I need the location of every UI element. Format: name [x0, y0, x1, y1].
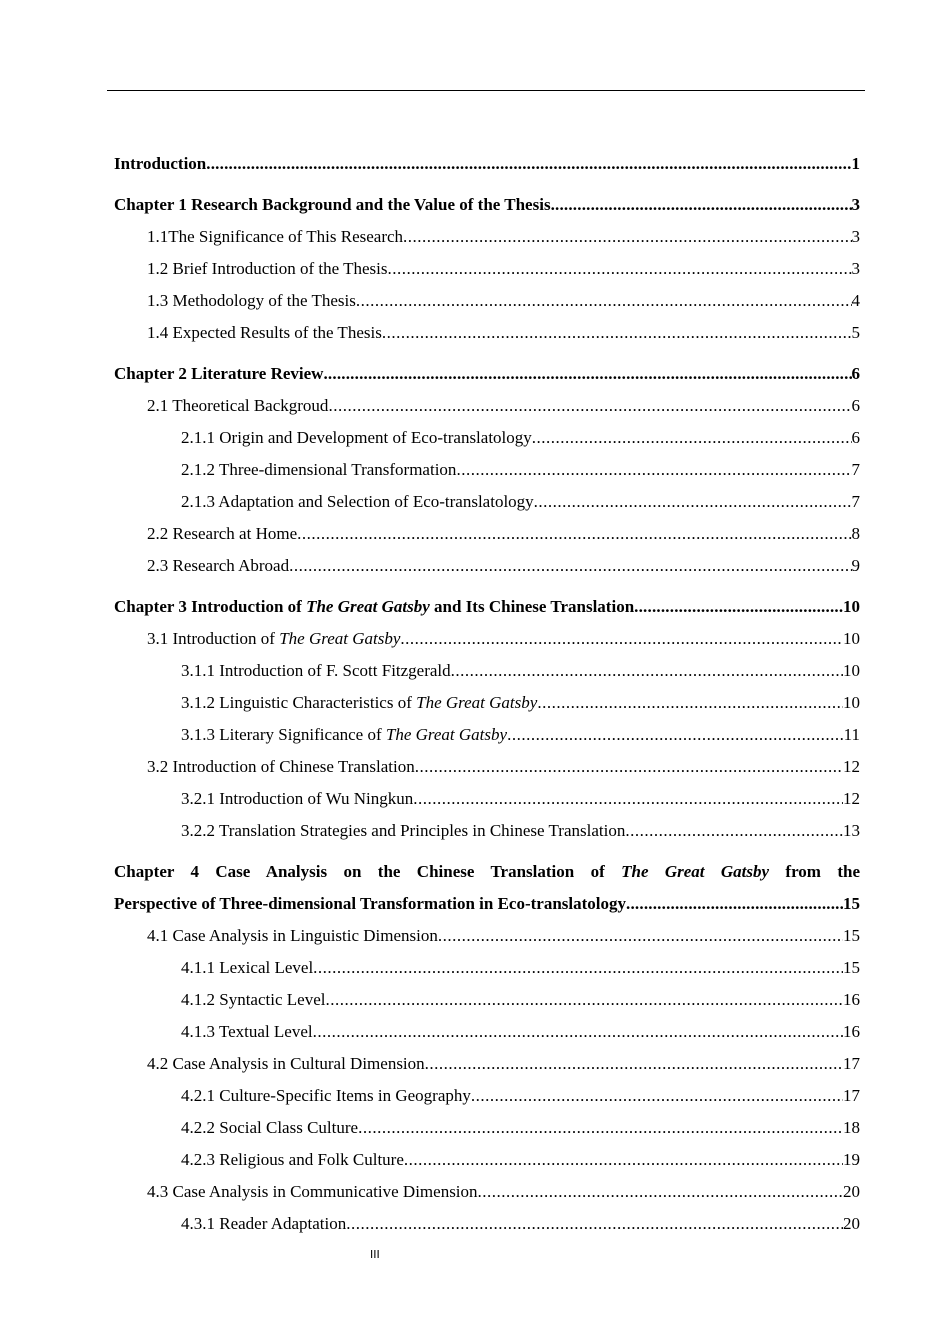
toc-dot-leader: [413, 783, 843, 815]
toc-dot-leader: [537, 687, 843, 719]
toc-page-number: 12: [843, 789, 860, 808]
toc-page-number: 20: [843, 1182, 860, 1201]
toc-entry[interactable]: [114, 1176, 860, 1208]
toc-dot-leader: [438, 920, 843, 952]
toc-title-part: 3.1.3 Literary Significance of: [181, 725, 386, 744]
toc-page-number: 6: [851, 428, 860, 447]
toc-entry[interactable]: [114, 623, 860, 655]
toc-entry-title: 4.2.1 Culture-Specific Items in Geography: [181, 1086, 471, 1105]
toc-page-number: 11: [843, 725, 860, 744]
toc-entry[interactable]: [114, 920, 860, 952]
toc-entry-title: 1.1The Significance of This Research: [147, 227, 404, 246]
toc-entry[interactable]: [114, 591, 860, 623]
toc-page-number: 17: [843, 1054, 860, 1073]
toc-entry-title: 4.2.2 Social Class Culture: [181, 1118, 359, 1137]
toc-dot-leader: [625, 815, 843, 847]
toc-entry-title: 4.3.1 Reader Adaptation: [181, 1214, 347, 1233]
toc-entry[interactable]: [114, 888, 860, 920]
toc-page-number: 3: [851, 195, 860, 214]
toc-dot-leader: [551, 189, 852, 221]
toc-entry[interactable]: [114, 1080, 860, 1112]
toc-page-number: 15: [843, 894, 860, 913]
toc-title-italic: The Great Gatsby: [279, 629, 401, 648]
toc-entry[interactable]: [114, 815, 860, 847]
toc-entry-title: Chapter 2 Literature Review: [114, 364, 324, 383]
toc-entry[interactable]: [114, 148, 860, 180]
toc-dot-leader: [387, 253, 851, 285]
toc-entry[interactable]: [114, 719, 860, 751]
toc-entry[interactable]: [114, 390, 860, 422]
toc-entry[interactable]: [114, 422, 860, 454]
toc-page-number: 10: [843, 693, 860, 712]
toc-entry-title: 4.1.3 Textual Level: [181, 1022, 313, 1041]
toc-page-number: 3: [851, 259, 860, 278]
toc-entry[interactable]: [114, 285, 860, 317]
toc-entry[interactable]: [114, 655, 860, 687]
toc-dot-leader: [478, 1176, 843, 1208]
toc-dot-leader: [358, 1112, 843, 1144]
toc-dot-leader: [328, 390, 851, 422]
toc-page-number: 16: [843, 990, 860, 1009]
toc-entry-title: 2.2 Research at Home: [147, 524, 298, 543]
toc-page-number: 5: [851, 323, 860, 342]
toc-dot-leader: [289, 550, 851, 582]
toc-page-number: 19: [843, 1150, 860, 1169]
toc-dot-leader: [356, 285, 852, 317]
toc-page-number: 7: [851, 460, 860, 479]
toc-title-part: and Its Chinese Translation: [429, 597, 635, 616]
toc-title-italic: The Great Gatsby: [306, 597, 430, 616]
toc-entry[interactable]: [114, 751, 860, 783]
toc-entry-line[interactable]: [114, 856, 860, 888]
toc-title-part: Chapter 3 Introduction of: [114, 597, 307, 616]
toc-dot-leader: [382, 317, 852, 349]
toc-dot-leader: [507, 719, 844, 751]
toc-entry-title: Perspective of Three-dimensional Transformation in Eco-translatology: [114, 894, 627, 913]
toc-entry-title: 4.2.3 Religious and Folk Culture: [181, 1150, 404, 1169]
toc-entry-title: 4.1 Case Analysis in Linguistic Dimension: [147, 926, 438, 945]
page-number: III: [370, 1248, 380, 1261]
toc-page-number: 12: [843, 757, 860, 776]
toc-dot-leader: [325, 984, 843, 1016]
toc-title-part: 3.1.2 Linguistic Characteristics of: [181, 693, 417, 712]
toc-dot-leader: [323, 358, 851, 390]
toc-page-number: 17: [843, 1086, 860, 1105]
toc-page-number: 6: [851, 396, 860, 415]
toc-entry-title: [114, 591, 634, 623]
toc-entry-title: [114, 862, 860, 881]
toc-entry-title: [147, 623, 400, 655]
toc-entry-title: 2.1.3 Adaptation and Selection of Eco-translatology: [181, 492, 534, 511]
toc-entry[interactable]: [114, 317, 860, 349]
toc-entry[interactable]: [114, 486, 860, 518]
toc-entry-title: 2.3 Research Abroad: [147, 556, 290, 575]
toc-dot-leader: [400, 623, 843, 655]
toc-entry[interactable]: [114, 518, 860, 550]
toc-title-part: from the: [769, 862, 860, 881]
toc-dot-leader: [425, 1048, 843, 1080]
toc-entry[interactable]: [114, 1144, 860, 1176]
toc-dot-leader: [404, 1144, 843, 1176]
toc-page-number: 10: [843, 661, 860, 680]
toc-dot-leader: [313, 1016, 843, 1048]
toc-entry-title: 3.2.2 Translation Strategies and Principles in Chinese Translation: [181, 821, 626, 840]
toc-entry[interactable]: [114, 358, 860, 390]
toc-entry[interactable]: [114, 1048, 860, 1080]
toc-entry[interactable]: [114, 221, 860, 253]
toc-entry-title: [181, 719, 507, 751]
toc-entry-title: 3.2 Introduction of Chinese Translation: [147, 757, 415, 776]
toc-entry[interactable]: [114, 984, 860, 1016]
toc-entry-title: 4.3 Case Analysis in Communicative Dimension: [147, 1182, 478, 1201]
toc-dot-leader: [532, 422, 852, 454]
toc-entry-title: 4.1.2 Syntactic Level: [181, 990, 326, 1009]
toc-dot-leader: [456, 454, 851, 486]
toc-entry-title: [181, 687, 537, 719]
toc-entry-title: 3.2.1 Introduction of Wu Ningkun: [181, 789, 414, 808]
header-rule: [107, 90, 865, 91]
toc-entry-title: 4.2 Case Analysis in Cultural Dimension: [147, 1054, 425, 1073]
toc-dot-leader: [634, 591, 843, 623]
toc-entry[interactable]: [114, 454, 860, 486]
toc-dot-leader: [346, 1208, 843, 1240]
toc-entry[interactable]: [114, 952, 860, 984]
toc-entry-title: 1.2 Brief Introduction of the Thesis: [147, 259, 388, 278]
toc-entry-title: Chapter 1 Research Background and the Value of the Thesis: [114, 195, 551, 214]
toc-page-number: 6: [851, 364, 860, 383]
toc-dot-leader: [297, 518, 851, 550]
toc-entry-title: 1.3 Methodology of the Thesis: [147, 291, 356, 310]
toc-page-number: 7: [851, 492, 860, 511]
toc-page-number: 9: [851, 556, 860, 575]
toc-dot-leader: [471, 1080, 843, 1112]
toc-title-part: Chapter 4 Case Analysis on the Chinese Translation of: [114, 862, 622, 881]
toc-page-number: 15: [843, 958, 860, 977]
toc-page-number: 10: [843, 629, 860, 648]
toc-entry[interactable]: [114, 1112, 860, 1144]
toc-dot-leader: [534, 486, 852, 518]
toc-page-number: 20: [843, 1214, 860, 1233]
toc-entry-title: 2.1.2 Three-dimensional Transformation: [181, 460, 457, 479]
toc-page-number: 13: [843, 821, 860, 840]
toc-page-number: 16: [843, 1022, 860, 1041]
toc-entry-title: 2.1.1 Origin and Development of Eco-translatology: [181, 428, 532, 447]
toc-dot-leader: [415, 751, 843, 783]
toc-entry-title: 4.1.1 Lexical Level: [181, 958, 314, 977]
toc-page-number: 3: [851, 227, 860, 246]
toc-entry-title: Introduction: [114, 154, 207, 173]
toc-title-part: 3.1 Introduction of: [147, 629, 280, 648]
toc-page-number: 4: [851, 291, 860, 310]
toc-page-number: 18: [843, 1118, 860, 1137]
toc-dot-leader: [626, 888, 843, 920]
toc-dot-leader: [313, 952, 843, 984]
toc-title-italic: The Great Gatsby: [416, 693, 538, 712]
toc-entry-title: 3.1.1 Introduction of F. Scott Fitzgerald: [181, 661, 451, 680]
toc-page-number: 10: [843, 597, 860, 616]
toc-title-italic: The Great Gatsby: [621, 862, 770, 881]
toc-entry[interactable]: [114, 1208, 860, 1240]
toc-entry-title: 2.1 Theoretical Backgroud: [147, 396, 329, 415]
toc-entry[interactable]: [114, 783, 860, 815]
toc-entry[interactable]: [114, 189, 860, 221]
toc-page-number: 15: [843, 926, 860, 945]
toc-page-number: 1: [851, 154, 860, 173]
toc-entry[interactable]: [114, 253, 860, 285]
toc-title-italic: The Great Gatsby: [385, 725, 508, 744]
toc-entry[interactable]: [114, 550, 860, 582]
table-of-contents: [114, 148, 860, 1240]
toc-page-number: 8: [851, 524, 860, 543]
toc-dot-leader: [451, 655, 843, 687]
toc-entry[interactable]: [114, 687, 860, 719]
toc-dot-leader: [206, 148, 851, 180]
toc-dot-leader: [403, 221, 851, 253]
toc-entry-title: 1.4 Expected Results of the Thesis: [147, 323, 382, 342]
toc-entry[interactable]: [114, 1016, 860, 1048]
